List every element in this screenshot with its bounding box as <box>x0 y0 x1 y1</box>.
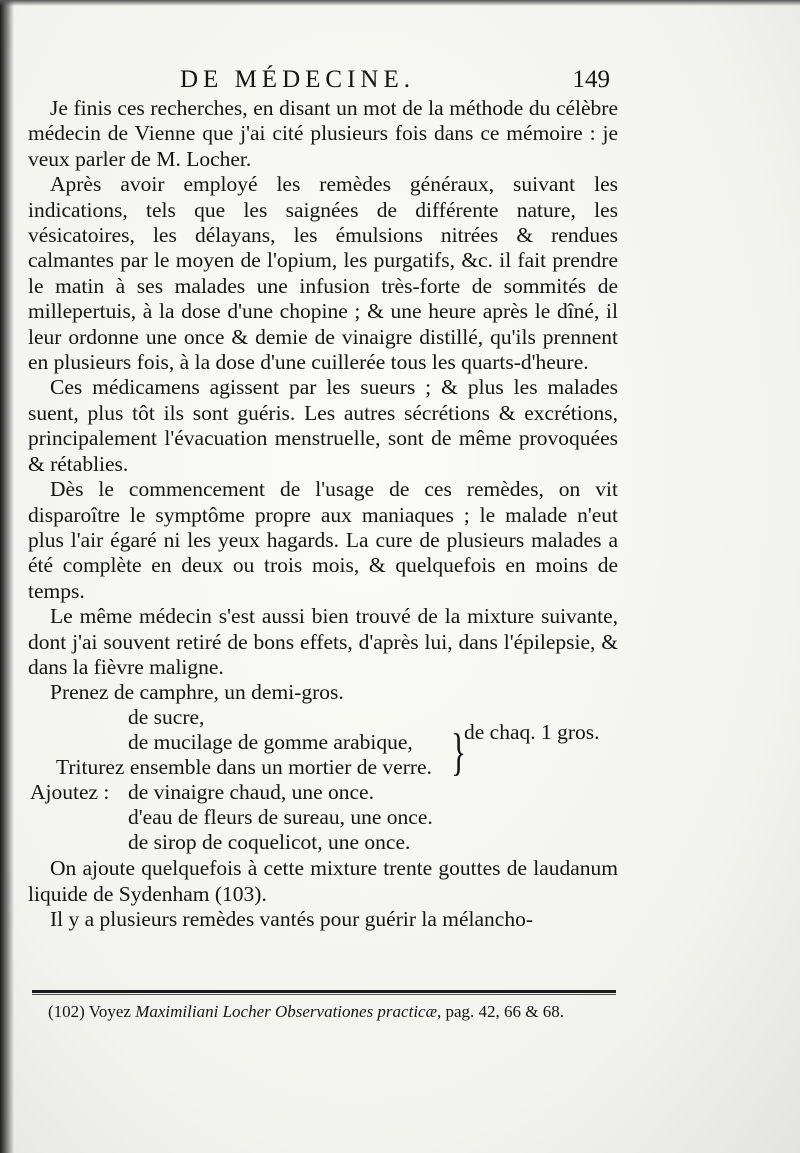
paragraph: Dès le commencement de l'usage de ces remèdes, on vit disparoître le symptôme propre aux maniaques ; le malade n'eut plus l'air égaré ni les yeux hagards. La cure de plusieurs malades a été complète en deux ou trois mois, & quelquefois en moins de temps. <box>28 477 618 603</box>
recipe-label: Ajoutez : <box>30 780 110 805</box>
footnote-marker: (102) <box>48 1002 85 1021</box>
footnote <box>48 1002 608 1022</box>
paragraph: Après avoir employé les remèdes généraux, suivant les indications, tels que les saignées de différente nature, les vésicatoires, les délayans, les émulsions nitrées & rendues calmantes par le moyen de l'opium, les purgatifs, &c. il fait prendre le matin à ses malades une infusion très-forte de sommités de millepertuis, à la dose d'une chopine ; & une heure après le dîné, il leur ordonne une once & demie de vinaigre distillé, qu'ils prennent en plusieurs fois, à la dose d'une cuillerée tous les quarts-d'heure. <box>28 172 618 375</box>
recipe-block <box>28 680 618 880</box>
page-top-shadow <box>0 0 800 6</box>
paragraph: Le même médecin s'est aussi bien trouvé de la mixture suivante, dont j'ai souvent retiré de bons effets, d'après lui, dans l'épilepsie, & dans la fièvre maligne. <box>28 604 618 679</box>
page-header <box>180 66 610 100</box>
paragraph: Ces médicamens agissent par les sueurs ; & plus les malades suent, plus tôt ils sont guéris. Les autres sécrétions & excrétions, principalement l'évacuation menstruelle, sont de même provoquées & rétablies. <box>28 375 618 476</box>
recipe-line: Triturez ensemble dans un mortier de verre. <box>56 755 432 780</box>
footnote-rest: , pag. 42, 66 & 68. <box>436 1002 564 1021</box>
recipe-line: d'eau de fleurs de sureau, une once. <box>128 805 433 830</box>
footnote-rule-thin <box>32 994 616 995</box>
paragraph: Il y a plusieurs remèdes vantés pour guérir la mélancho- <box>50 907 533 932</box>
recipe-brace-note: de chaq. 1 gros. <box>464 720 600 745</box>
page-number: 149 <box>572 66 610 93</box>
footnote-lead: Voyez <box>88 1002 131 1021</box>
recipe-line: Prenez de camphre, un demi-gros. <box>50 680 344 705</box>
paragraph: On ajoute quelquefois à cette mixture trente gouttes de laudanum liquide de Sydenham (103). <box>28 856 618 906</box>
recipe-line: de vinaigre chaud, une once. <box>128 780 374 805</box>
recipe-line: de sucre, <box>128 705 205 730</box>
footnote-title: Maximiliani Locher Observationes practicæ <box>135 1002 437 1021</box>
recipe-line: de sirop de coquelicot, une once. <box>128 830 411 855</box>
recipe-line: de mucilage de gomme arabique, <box>128 730 413 755</box>
running-head: DE MÉDECINE. <box>180 66 415 93</box>
page-edge-shadow <box>0 0 14 1153</box>
footnote-rule <box>32 990 616 993</box>
brace-symbol: } <box>450 724 466 782</box>
body-text <box>28 96 618 933</box>
paragraph: Je finis ces recherches, en disant un mot de la méthode du célèbre médecin de Vienne que j'ai cité plusieurs fois dans ce mémoire : je veux parler de M. Locher. <box>28 96 618 171</box>
